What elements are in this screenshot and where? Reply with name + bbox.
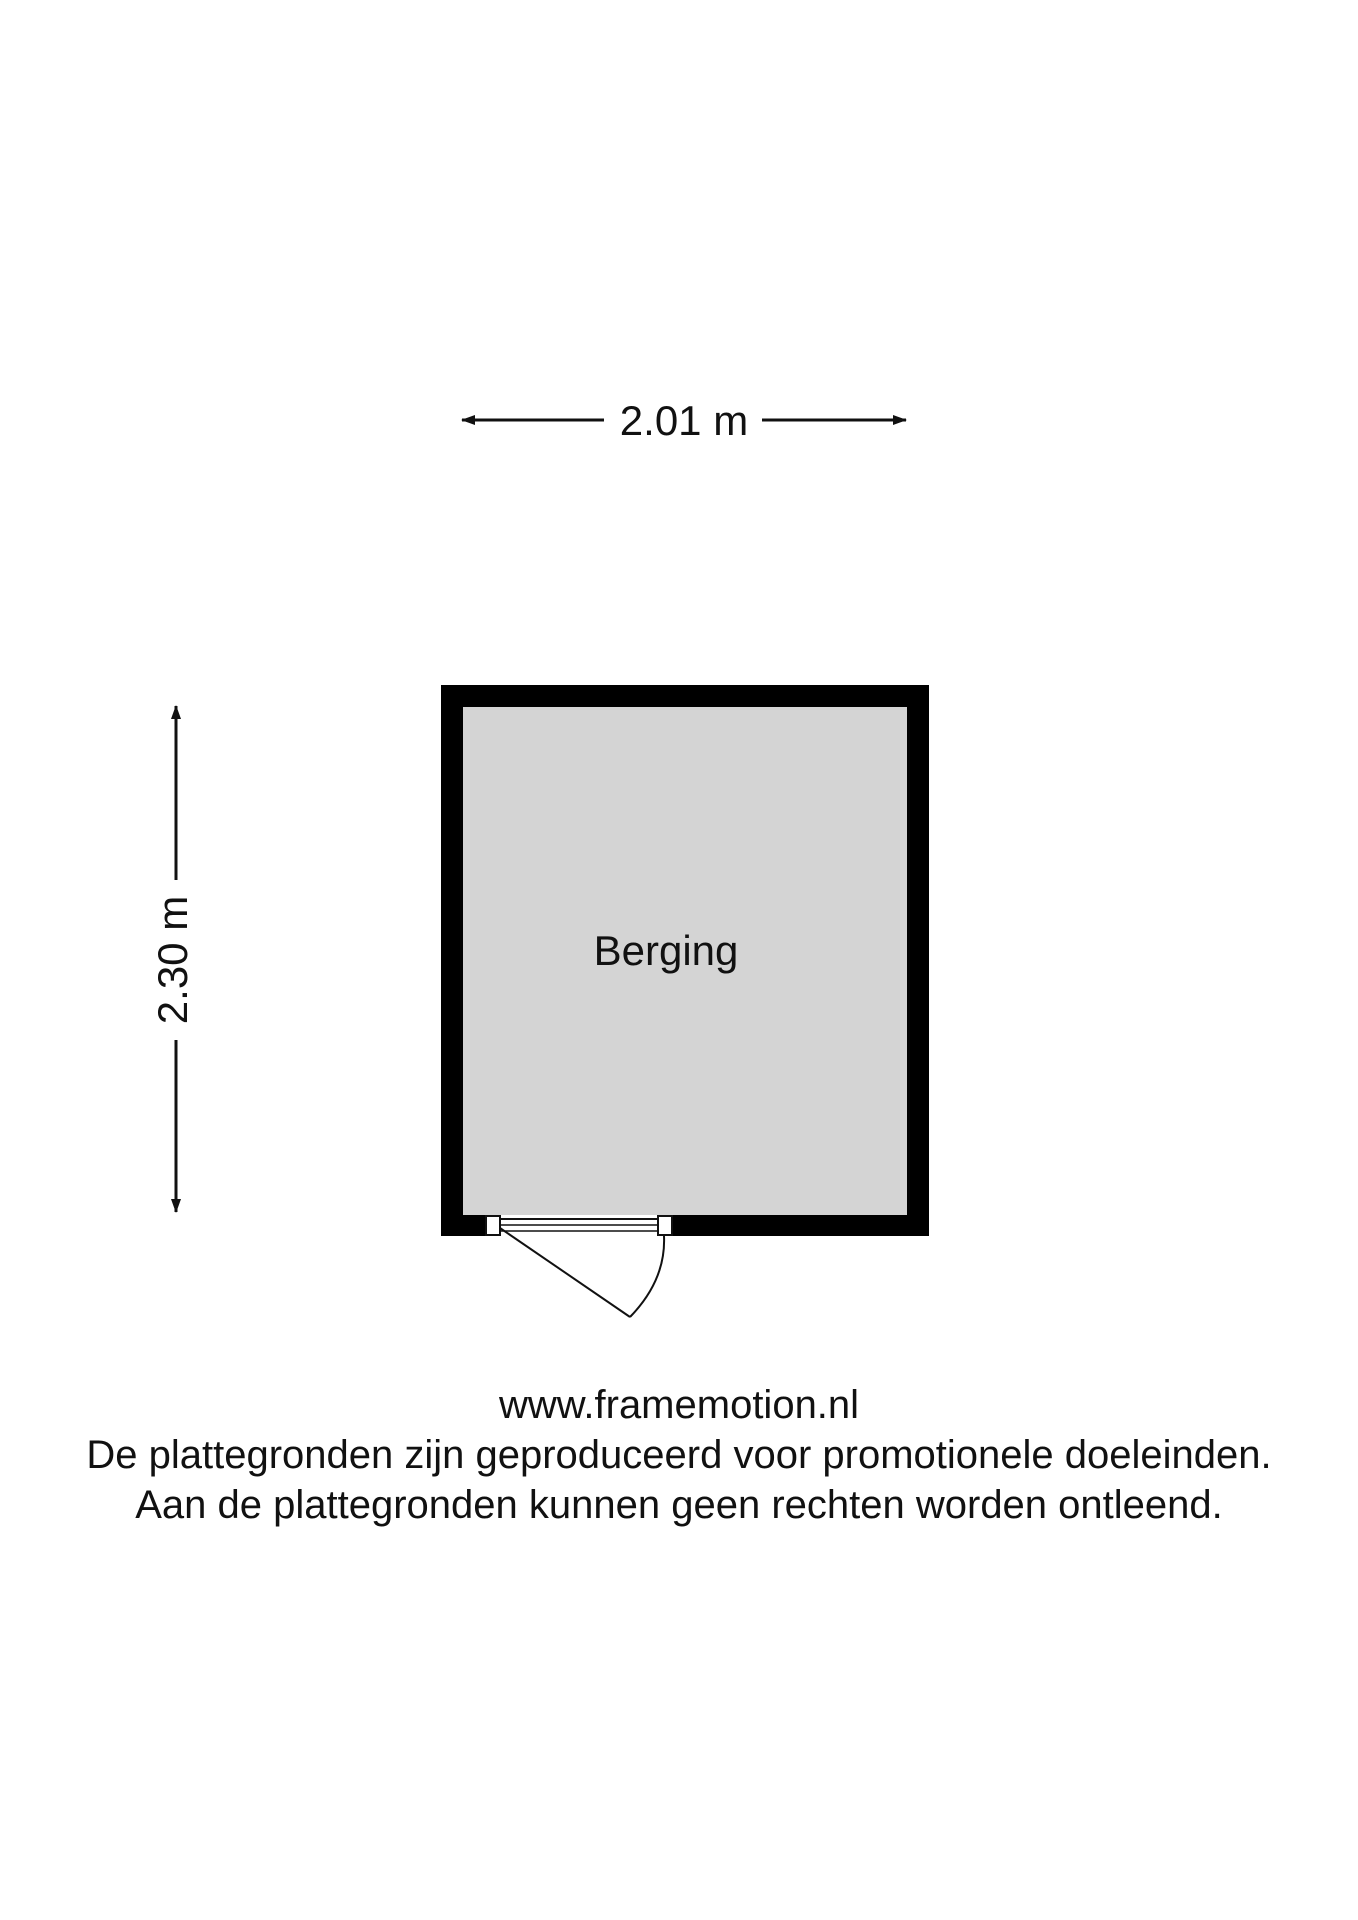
footer [0, 1380, 1358, 1530]
door-jamb-left [486, 1216, 500, 1235]
room-berging [441, 685, 929, 1317]
depth-dimension-label: 2.30 m [149, 895, 197, 1025]
disclaimer-line-2: Aan de plattegronden kunnen geen rechten worden ontleend. [135, 1483, 1223, 1527]
door-swing-arc [630, 1236, 664, 1317]
door [485, 1215, 673, 1317]
door-leaf [500, 1228, 630, 1317]
door-jamb-right [658, 1216, 672, 1235]
website-link[interactable]: www.framemotion.nl [498, 1383, 860, 1427]
width-dimension-label: 2.01 m [619, 397, 749, 444]
room-label: Berging [593, 927, 739, 974]
width-dimension [462, 397, 906, 444]
depth-dimension [149, 706, 196, 1212]
disclaimer-line-1: De plattegronden zijn geproduceerd voor promotionele doeleinden. [86, 1433, 1272, 1477]
